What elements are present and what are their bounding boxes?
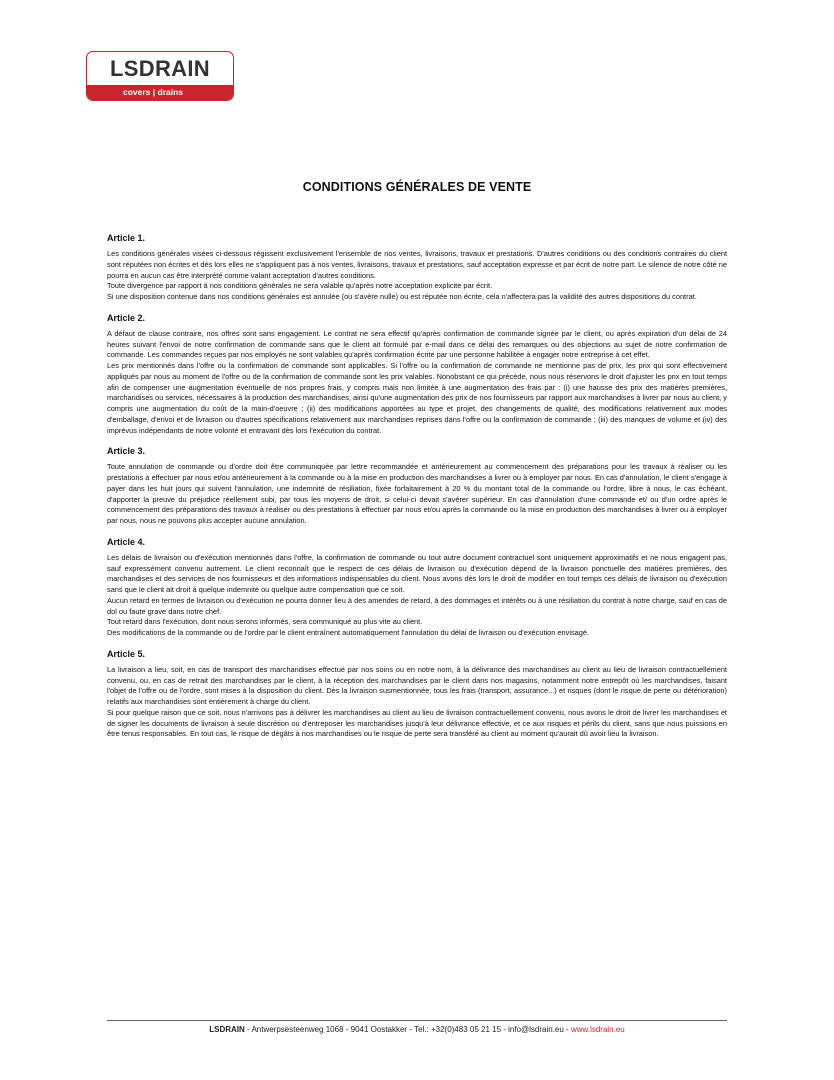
article-1: [107, 232, 727, 303]
article-heading: Article 2.: [107, 312, 146, 323]
logo-name: LSDRAIN: [110, 56, 210, 81]
document-title: CONDITIONS GÉNÉRALES DE VENTE: [302, 180, 532, 194]
article-heading: Article 1.: [107, 233, 146, 243]
article-paragraph: Les conditions générales visées ci-dessous régissent exclusivement l'ensemble de nos ventes, livraisons, travaux et prestations. D'autres conditions ou des conditions contraires du client sont réputées non écrites et dès lors elles ne s'appliquent pas à nos ventes, livraisons, travaux et prestations, sauf acceptation expresse et par écrit de notre part. Le silence de notre côté ne pourra en aucun cas être interprété comme valant acceptation d'autres conditions.: [107, 249, 727, 280]
article-paragraph: Des modifications de la commande ou de l'ordre par le client entraînent automatiquement l'annulation du délai de livraison ou d'exécution envisagé.: [107, 628, 590, 637]
terms-body: [107, 232, 727, 749]
article-heading: Article 4.: [107, 536, 146, 547]
article-paragraph: La livraison a lieu, soit, en cas de transport des marchandises effectué par nos soins ou en notre nom, à la délivrance des marchandises au client au lieu de livraison contractuellement convenu, ou, en cas de retrait des marchandises par le client, à la réception des marchandises par le client dans nos magasins, notamment notre entrepôt où les marchandises, faisant l'objet de l'offre ou de l'ordre, sont mises à la disposition du client. Dès la livraison susmentionnée, tous les frais (transport, assurance...) et risques (dont le risque de perte ou détérioration) relatifs aux marchandises sont entièrement à charge du client.: [107, 664, 727, 706]
article-paragraph: A défaut de clause contraire, nos offres sont sans engagement. Le contrat ne sera effectif qu'après confirmation de commande signée par le client, ou après expiration d'un délai de 24 heures suivant l'envoi de notre confirmation de commande sans que le client ait formulé par e-mail dans ce délai des remarques ou des objections au sujet de notre confirmation de commande. Les commandes reçues par nos employés ne sont valables qu'après confirmation écrite par une personne habilitée à engager notre entreprise à cet effet.: [107, 328, 727, 360]
company-logo: [86, 51, 234, 101]
footer-contact-details: - Antwerpsesteenweg 1068 - 9041 Oostakker - Tel.: +32(0)483 05 21 15 - info@lsdrain.eu -: [244, 1025, 571, 1034]
article-paragraph: Les délais de livraison ou d'exécution mentionnés dans l'offre, la confirmation de commande ou tout autre document contractuel sont uniquement approximatifs et ne nous engagent pas, sauf expressément convenu autrement. Le client reconnaît que le respect de ces délais de livraison ou d'exécution dépend de la livraison ponctuelle des matières premières, des marchandises et des services de nos fournisseurs et des informations indispensables du client. Nous avons dès lors le droit de modifier en tout temps ces délais de livraison ou d'exécution sans que le client ait droit à quelque indemnité ou quelque autre compensation que ce soit.: [107, 552, 727, 594]
article-5: [107, 648, 727, 740]
article-heading: Article 3.: [107, 446, 146, 457]
article-heading: Article 5.: [107, 648, 146, 659]
article-3: [107, 445, 727, 527]
article-4: [107, 536, 727, 639]
footer-website-link[interactable]: www.lsdrain.eu: [570, 1025, 625, 1034]
article-paragraph: Si pour quelque raison que ce soit, nous n'arrivons pas à délivrer les marchandises au client au lieu de livraison contractuellement convenu, nous avons le droit de livrer les marchandises et de signer les documents de livraison à seule discrétion ou d'entreposer les marchandises jusqu'à leur délivrance effective, et ce aux risques et périls du client, sans que nous puissions en être tenus responsables. En tout cas, le risque de dégâts à nos marchandises ou le risque de perte sera transféré au client au moment qu'aurait dû avoir lieu la livraison.: [107, 707, 727, 739]
footer-company: LSDRAIN: [209, 1025, 245, 1034]
page-footer: [0, 1025, 834, 1034]
article-paragraph: Toute annulation de commande ou d'ordre doit être communiquée par lettre recommandée et antérieurement au commencement des préparations pour les travaux à réaliser ou les prestations à effectuer par nous et/ou antérieurement à la commande ou à la mise en production des marchandises à livrer ou à employer par nous. En cas d'annulation, le client s'engage à payer dans les huit jours qui suivent l'annulation, une indemnité de résiliation, fixée forfaitairement à 20 % du montant total de la commande ou l'ordre, libre à nous, le cas échéant, d'apporter la preuve du préjudice réellement subi, par tous les moyens de droit, si celui-ci devait s'avérer supérieur. En cas d'annulation d'une commande et/ ou d'un ordre après le commencement des préparations des travaux à réaliser ou des prestations à effectuer par nous et/ou après la commande ou la mise en production des marchandises à livrer ou à employer par nous, nous ne pouvons plus accepter aucune annulation.: [107, 462, 727, 525]
footer-divider: [107, 1020, 727, 1021]
logo-tagline: covers | drains: [87, 85, 233, 100]
article-2: [107, 312, 727, 437]
article-paragraph: Les prix mentionnés dans l'offre ou la confirmation de commande sont applicables. Si l'offre ou la confirmation de commande ne mentionne pas de prix, les prix qui sont effectivement appliqués par nous au moment de l'offre ou de la confirmation de commande sont les prix valables. Nonobstant ce qui précède, nous nous réservons le droit d'ajuster les prix en tout temps afin de compenser une augmentation éventuelle de nos propres frais, y compris mais non limitée à une augmentation des frais par : (i) une hausse des prix des matières premières, marchandises ou services, nécessaires à la production des marchandises, ainsi qu'une augmentation des prix de nos fournisseurs par rapport aux marchandises à livrer par nous au client, y compris une augmentation du coût de la main-d'oeuvre ; (ii) des modifications apportées au type et projet, des changements de qualité, des modifications relativement aux modes d'emballage, d'envoi et de livraison ou d'autres spécifications relativement aux marchandises reprises dans l'offre ou la confirmation de commande ; (iii) des manques de volume et (iv) des imprévus indépendants de notre volonté et entravant dès lors l'exécution du contrat.: [107, 361, 727, 435]
article-paragraph: Aucun retard en termes de livraison ou d'exécution ne pourra donner lieu à des amendes de retard, à des dommages et intérêts ou à une résiliation du contrat à notre charge, sauf en cas de dol ou faute grave dans notre chef.: [107, 595, 727, 616]
article-paragraph: Si une disposition contenue dans nos conditions générales est annulée (ou s'avère nulle) ou est réputée non écrite, cela n'affectera pas la validité des autres dispositions du contrat.: [107, 292, 697, 301]
article-paragraph: Tout retard dans l'exécution, dont nous serons informés, sera communiqué au plus vite au client.: [107, 617, 423, 627]
article-paragraph: Toute divergence par rapport à nos conditions générales ne sera valable qu'après notre acceptation explicite par écrit.: [107, 281, 493, 291]
